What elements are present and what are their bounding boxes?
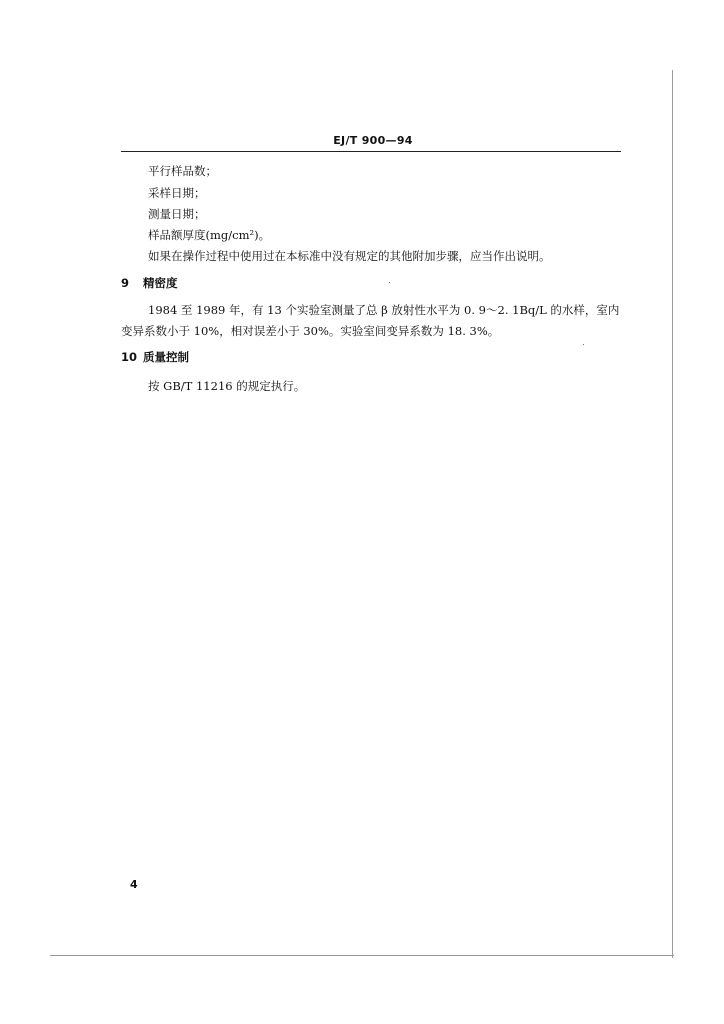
section-10-number: 10 (121, 350, 138, 364)
section-9-paragraph-line-2: 变异系数小于 10%，相对误差小于 30%。实验室间变异系数为 18. 3%。 (121, 324, 500, 338)
record-item-sampling-date: 采样日期； (148, 186, 206, 200)
scan-speck (389, 282, 390, 283)
section-9-heading (121, 276, 178, 290)
section-9-title: 精密度 (143, 276, 178, 290)
record-item-measurement-date: 测量日期； (148, 207, 206, 221)
record-item-additional-steps: 如果在操作过程中使用过在本标准中没有规定的其他附加步骤，应当作出说明。 (148, 249, 551, 263)
section-10-paragraph: 按 GB/T 11216 的规定执行。 (148, 379, 306, 393)
section-10-title: 质量控制 (143, 350, 189, 364)
section-9-paragraph-line-1: 1984 至 1989 年，有 13 个实验室测量了总 β 放射性水平为 0. 9～2. 1Bq/L 的水样，室内 (148, 303, 620, 317)
scan-edge-right (672, 70, 673, 958)
scan-edge-bottom (50, 955, 674, 956)
section-10-heading (121, 350, 189, 364)
section-9-number: 9 (121, 276, 130, 290)
header-rule (121, 151, 621, 152)
record-item-parallel-samples: 平行样品数； (148, 164, 217, 178)
standard-code-header: EJ/T 900—94 (333, 134, 413, 147)
scan-speck (583, 344, 584, 345)
record-item-sample-thickness: 样品额厚度(mg/cm²)。 (148, 228, 271, 242)
page-number: 4 (130, 878, 138, 891)
